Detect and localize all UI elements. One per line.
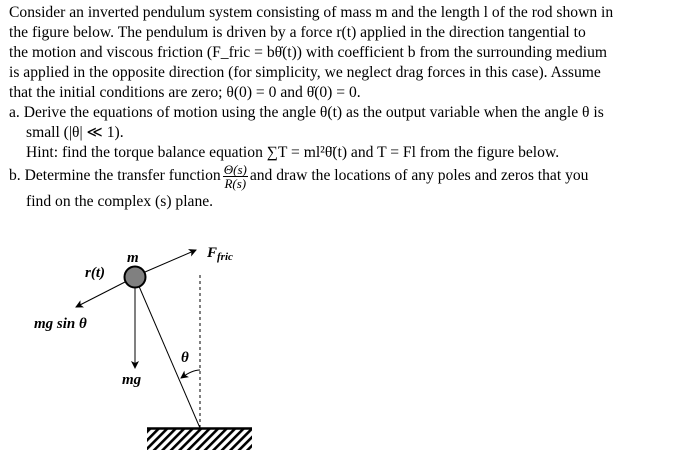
part-a-hint: Hint: find the torque balance equation ∑T = ml²θ̈(t) and T = Fl from the figure below.: [26, 144, 560, 161]
pendulum-mass: [125, 267, 146, 288]
friction-label: [206, 245, 233, 263]
part-b-suffix: and draw the locations of any poles and zeros that you: [249, 167, 589, 185]
intro-line-2: the figure below. The pendulum is driven by a force r(t) applied in the direction tangential to: [9, 24, 586, 41]
part-a-line-1: a. Derive the equations of motion using the angle θ(t) as the output variable when the angle θ is: [9, 104, 604, 121]
part-b-line-2: find on the complex (s) plane.: [26, 193, 214, 210]
mass-label: m: [127, 250, 139, 266]
force-label: r(t): [85, 265, 105, 281]
intro-line-3: the motion and viscous friction (F_fric = bθ̇(t)) with coefficient b from the surrounding medium: [9, 44, 608, 61]
part-a-line-2: small (|θ| ≪ 1).: [26, 124, 124, 141]
gravity-tangential-label: mg sin θ: [34, 316, 87, 332]
friction-label-subscript: fric: [217, 251, 233, 263]
pendulum-rod: [135, 277, 200, 428]
ground-hatch: [147, 429, 252, 450]
angle-arc-icon: [181, 370, 200, 378]
intro-line-1: Consider an inverted pendulum system consisting of mass m and the length l of the rod shown in: [9, 4, 614, 21]
intro-line-4: is applied in the opposite direction (for simplicity, we neglect drag forces in this case). Assume: [9, 64, 601, 81]
friction-label-main: F: [207, 245, 218, 261]
gravity-label: mg: [122, 372, 142, 388]
angle-label: θ: [181, 350, 189, 366]
part-b-prefix: b. Determine the transfer function: [9, 167, 221, 185]
fraction-denominator: R(s): [224, 176, 247, 191]
gravity-tangential-arrow: [76, 282, 125, 307]
friction-arrow: [145, 250, 196, 272]
intro-line-5: that the initial conditions are zero; θ(0) = 0 and θ̇(0) = 0.: [9, 84, 361, 101]
fraction-numerator: Θ(s): [223, 162, 247, 177]
